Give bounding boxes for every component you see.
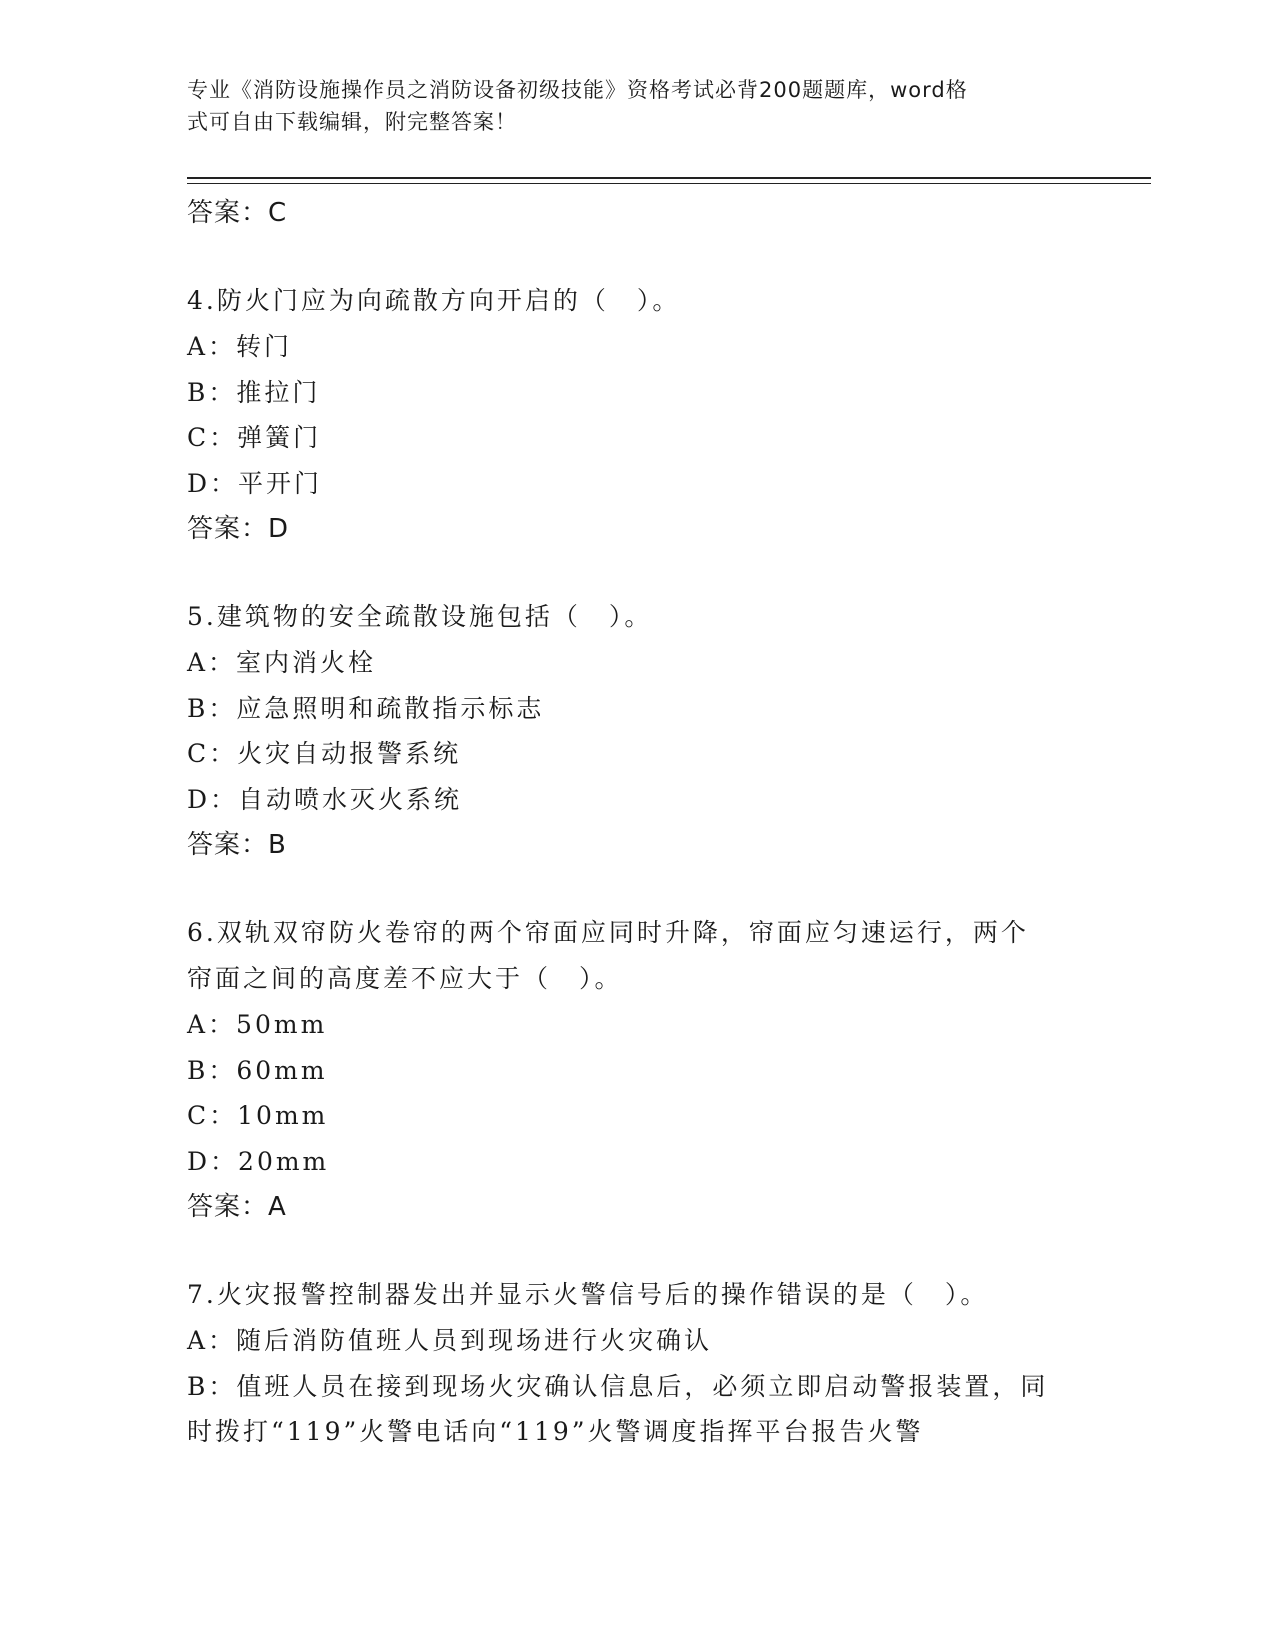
- question-7: [187, 1272, 1087, 1455]
- spacer: [187, 236, 1087, 278]
- question-4-option-d: D：平开门: [187, 468, 323, 498]
- question-6-text-line-2: 帘面之间的高度差不应大于（ ）。: [187, 964, 623, 993]
- question-5-option-d: D：自动喷水灭火系统: [187, 784, 463, 814]
- header-line-1: 专业《消防设施操作员之消防设备初级技能》资格考试必背200题题库，word格: [187, 78, 968, 102]
- question-7-option-a: A：随后消防值班人员到现场进行火灾确认: [187, 1326, 713, 1355]
- question-6-option-a: A：50mm: [187, 1010, 328, 1039]
- question-6: [187, 910, 1087, 1230]
- question-4: [187, 278, 1087, 552]
- question-7-option-b-line-1: B：值班人员在接到现场火灾确认信息后，必须立即启动警报装置，同: [187, 1371, 1049, 1401]
- question-5-option-c: C：火灾自动报警系统: [187, 739, 462, 768]
- question-5-option-a: A：室内消火栓: [187, 648, 377, 677]
- question-5-text: 5.建筑物的安全疏散设施包括（ ）。: [187, 602, 653, 631]
- answer-5: 答案：B: [187, 830, 287, 860]
- question-7-text: 7.火灾报警控制器发出并显示火警信号后的操作错误的是（ ）。: [187, 1280, 989, 1309]
- question-5: [187, 594, 1087, 868]
- header-divider-thick: [187, 177, 1151, 179]
- question-list: [187, 190, 1087, 1455]
- question-6-text-line-1: 6.双轨双帘防火卷帘的两个帘面应同时升降，帘面应匀速运行，两个: [187, 918, 1029, 947]
- header-divider-thin: [187, 183, 1151, 184]
- header-line-2: 式可自由下载编辑，附完整答案！: [187, 110, 517, 134]
- question-5-option-b: B：应急照明和疏散指示标志: [187, 693, 545, 723]
- question-4-text: 4.防火门应为向疏散方向开启的（ ）。: [187, 286, 681, 315]
- answer-4: 答案：D: [187, 514, 290, 544]
- question-6-option-b: B：60mm: [187, 1055, 328, 1085]
- spacer: [187, 1230, 1087, 1272]
- question-6-option-c: C：10mm: [187, 1101, 329, 1130]
- answer-3: 答案：C: [187, 198, 288, 228]
- question-7-option-b-line-2: 时拨打“119”火警电话向“119”火警调度指挥平台报告火警: [187, 1417, 924, 1446]
- question-4-option-c: C：弹簧门: [187, 423, 322, 452]
- question-6-option-d: D：20mm: [187, 1146, 330, 1176]
- question-4-option-a: A：转门: [187, 332, 293, 361]
- question-4-option-b: B：推拉门: [187, 377, 321, 407]
- answer-6: 答案：A: [187, 1192, 287, 1222]
- spacer: [187, 552, 1087, 594]
- spacer: [187, 868, 1087, 910]
- document-header: [187, 74, 1067, 138]
